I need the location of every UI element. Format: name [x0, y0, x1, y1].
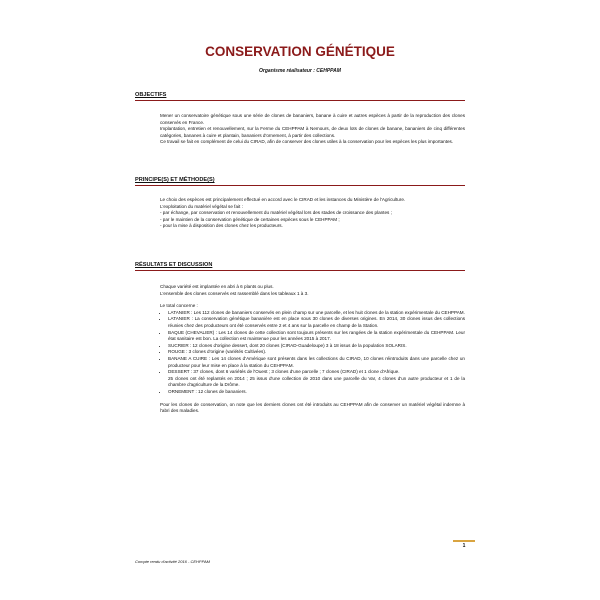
results-list-2: [160, 389, 465, 396]
section-body-resultats: [160, 284, 465, 415]
section-heading-objectifs: OBJECTIFS: [135, 92, 465, 101]
paragraph: - par le maintien de la conservation génétique de certaines espèces sous le CEHPPAM ;: [160, 216, 340, 222]
list-item: • LATANIER : La conservation génétique bananière est en place sous 30 clones de diverses origines. En 2014, 30 clones issus des collections réunies chez des producteurs ont été conservés entre 2 et 4 ans sur la parcelle en champ de la Station.: [168, 316, 465, 329]
page-footer: Compte rendu d'activité 2016 - CEHPPAM: [135, 559, 210, 564]
paragraph: Le choix des espèces est principalement effectué en accord avec le CIRAD et les instances du Ministère de l'Agriculture.: [160, 197, 406, 202]
document-subtitle: Organisme réalisateur : CEHPPAM: [259, 68, 341, 74]
section-heading-principes: PRINCIPE(S) ET MÉTHODE(S): [135, 177, 465, 186]
list-item: • ORNEMENT : 12 clones de bananiers.: [168, 389, 465, 396]
section-body-objectifs: [160, 113, 465, 146]
list-item: • SUCRIER : 12 clones d'origine dessert, dont 20 clones (CIRAD-Guadeloupe) 3 à 18 issus de la population SOLARIS.: [168, 343, 465, 350]
paragraph: L'ensemble des clones conservés est rassemblé dans les tableaux 1 à 3.: [160, 290, 309, 296]
paragraph: Chaque variété est implantée en abri à 6 plants ou plus.: [160, 284, 274, 289]
list-item: • DESSERT : 37 clones, dont 6 variétés de l'Ouest ; 3 clones d'une parcelle ; 7 clones (CIRAD) et 1 clone d'Afrique.: [168, 369, 465, 376]
paragraph: 25 clones ont été replantés en 2014 ; 25 issus d'une collection de 2010 dans une parcelle du Var, 4 clones d'un autre producteur et 1 de la chambre d'agriculture de la Drôme.: [168, 375, 465, 388]
list-item: • BAQUE (CHEVALIER) : Les 14 clones de cette collection sont toujours présents sur les rangées de la station expérimentale du CEHPPAM. Leur état sanitaire est bon. La collection est maintenue pour les années 2015 à 2017.: [168, 330, 465, 343]
paragraph: Le total concerne :: [160, 303, 198, 309]
paragraph: Ce travail se fait en complément de celui du CIRAD, afin de conserver des clones utiles à la conservation pour les espèces les plus importantes.: [160, 139, 454, 145]
paragraph: Implantation, entretien et renouvellement, sur la Ferme du CEHPPAM à Nemours, de deux lots de clones de banane, bananiers de cinq différentes catégories, bananes à cuire et plantain, bananiers d'ornement, à partir des collections.: [160, 126, 465, 138]
paragraph: - pour la mise à disposition des clones chez les producteurs.: [160, 223, 283, 229]
section-heading-resultats: RÉSULTATS ET DISCUSSION: [135, 262, 465, 271]
page-number-rule: [453, 540, 475, 542]
section-body-principes: [160, 197, 465, 230]
paragraph: - par échange, par conservation et renouvellement du matériel végétal lors des stades de croissance des plantes ;: [160, 210, 392, 216]
paragraph: Mener un conservatoire génétique sous une série de clones de bananiers, banane à cuire et autres espèces à partir de la reproduction des clones conservés en France.: [160, 113, 465, 125]
list-item: • BANANE A CUIRE : Les 14 clones d'Amérique sont présents dans les collections du CIRAD, 10 clones réintroduits dans une parcelle chez un producteur pour leur mise en place à la station du CEHPPAM.: [168, 356, 465, 369]
results-list: [160, 310, 465, 376]
list-item: • ROUGE : 3 clones d'origine (variétés Cultivées).: [168, 349, 465, 356]
page-number: 1: [462, 543, 466, 549]
paragraph: L'exploitation du matériel végétal se fait :: [160, 203, 243, 209]
paragraph: Pour les clones de conservation, on note que les derniers clones ont été introduits au CEHPPAM afin de conserver un matériel végétal indemne à l'abri des maladies.: [160, 401, 465, 414]
list-item: • LATANIER : Les 112 clones de bananiers conservés en plein champ sur une parcelle, et les huit clones de la station expérimentale du CEHPPAM.: [168, 310, 465, 317]
document-title: CONSERVATION GÉNÉTIQUE: [205, 44, 395, 59]
